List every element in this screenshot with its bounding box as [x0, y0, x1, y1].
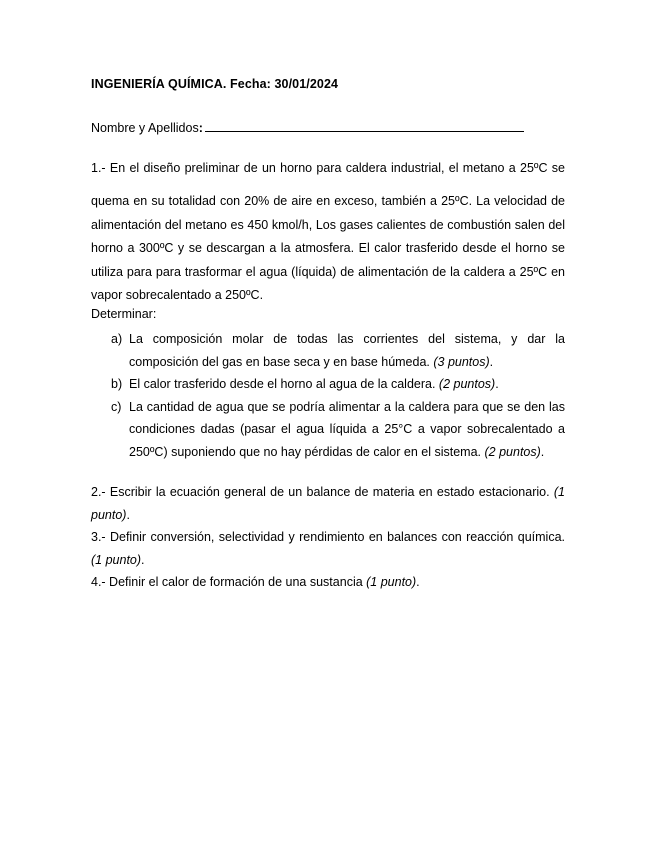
- subitem-marker: a): [111, 332, 123, 346]
- subitem-points: (2 puntos): [438, 377, 496, 391]
- short-questions: [91, 481, 565, 594]
- question-2-points: (1 punto): [91, 485, 565, 522]
- question-1-subitems: [91, 328, 565, 463]
- question-2: [91, 481, 565, 526]
- question-3: [91, 526, 565, 571]
- subitem-points: (2 puntos): [484, 444, 541, 459]
- question-1: [91, 160, 565, 308]
- subitem-points: (3 puntos): [433, 354, 490, 369]
- question-3-end: .: [141, 552, 145, 567]
- subitem-marker: c): [111, 399, 122, 414]
- name-label: [91, 121, 203, 135]
- subitem-end: .: [495, 377, 499, 391]
- question-3-points: (1 punto): [91, 552, 142, 567]
- question-4: [91, 571, 565, 594]
- subitem-text: El calor trasferido desde el horno al agua de la caldera.: [129, 377, 439, 391]
- subitem-text: La cantidad de agua que se podría alimentar a la caldera para que se den las condiciones dadas (pasar el agua líquida a 25°C a vapor sobrecalentado a 250ºC) suponiendo que no hay pérdidas de calor en el sistema.: [129, 399, 565, 459]
- name-field-line: [91, 119, 524, 135]
- subitem-c: [91, 396, 565, 464]
- exam-title: INGENIERÍA QUÍMICA. Fecha: 30/01/2024: [91, 77, 339, 91]
- question-3-text: 3.- Definir conversión, selectividad y rendimiento en balances con reacción química.: [91, 530, 565, 544]
- determinar-label: Determinar:: [91, 307, 157, 321]
- name-label-text: Nombre y Apellidos: [91, 121, 199, 135]
- subitem-b: [91, 373, 565, 396]
- subitem-a: [91, 328, 565, 373]
- name-blank-underline: [205, 119, 524, 132]
- question-4-end: .: [416, 575, 420, 589]
- question-1-first-line: 1.- En el diseño preliminar de un horno para caldera industrial, el metano a 25ºC se: [91, 161, 565, 175]
- subitem-marker: b): [111, 377, 123, 391]
- subitem-text: La composición molar de todas las corrientes del sistema, y dar la composición del gas en base seca y en base húmeda.: [129, 332, 565, 369]
- question-2-text: 2.- Escribir la ecuación general de un balance de materia en estado estacionario.: [91, 485, 550, 499]
- subitem-end: .: [540, 444, 545, 459]
- question-1-body: quema en su totalidad con 20% de aire en exceso, también a 25ºC. La velocidad de alimentación del metano es 450 kmol/h, Los gases calientes de combustión salen del horno a 300ºC y se descargan a la atmosfera. El calor trasferido desde el horno se utiliza para para trasformar el agua (líquida) de alimentación de la caldera a 25ºC en vapor sobrecalentado a 250ºC.: [91, 194, 565, 302]
- question-4-points: (1 punto): [366, 575, 417, 589]
- question-4-text: 4.- Definir el calor de formación de una sustancia: [91, 575, 367, 589]
- question-2-end: .: [126, 507, 130, 522]
- name-label-colon: :: [198, 121, 203, 135]
- subitem-end: .: [489, 354, 494, 369]
